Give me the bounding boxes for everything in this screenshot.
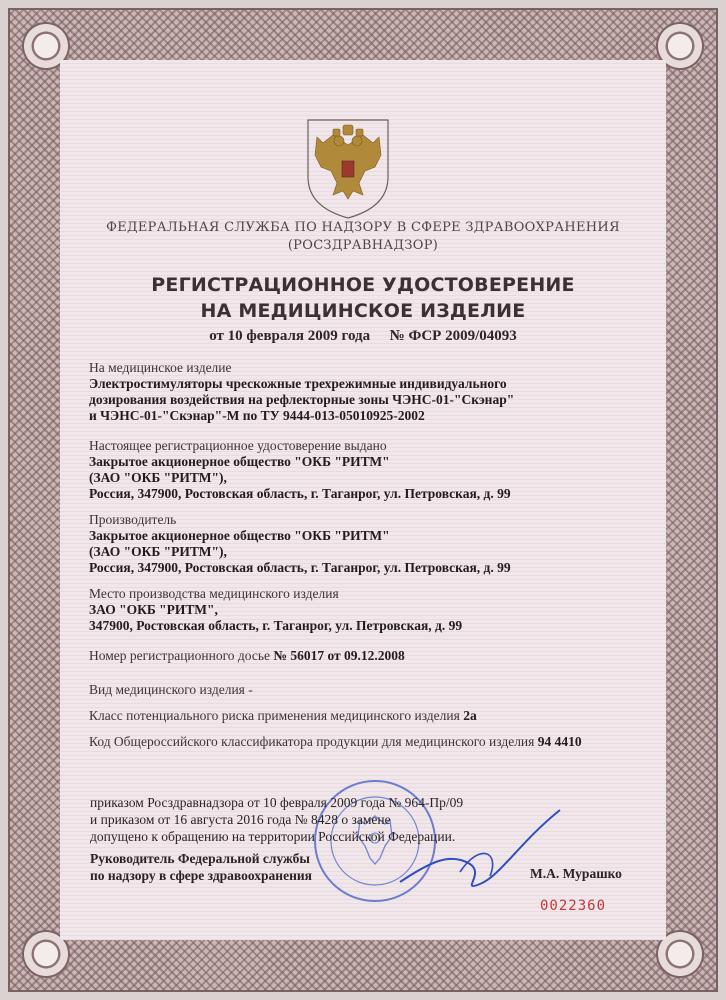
order-line: допущено к обращению на территории Российской Федерации. [90,829,456,844]
risk-class-value: 2а [463,708,477,723]
okp-code-row [89,734,649,750]
dossier-row [89,648,649,664]
device-type-label: Вид медицинского изделия - [89,682,253,697]
manufacturer-label: Производитель [89,512,177,527]
agency-abbreviation: (РОСЗДРАВНАДЗОР) [287,238,439,253]
issued-to-line: (ЗАО "ОКБ "РИТМ"), [89,470,227,485]
manufacturer-line: Россия, 347900, Ростовская область, г. Таганрог, ул. Петровская, д. 99 [89,560,511,575]
device-type-row [89,682,649,698]
document-title-line-1: РЕГИСТРАЦИОННОЕ УДОСТОВЕРЕНИЕ [151,274,575,296]
certificate-date: от 10 февраля 2009 года [209,328,371,344]
production-site-line: ЗАО "ОКБ "РИТМ", [89,602,218,617]
order-line: и приказом от 16 августа 2016 года № 8428 о замене [90,812,391,827]
head-title-line: Руководитель Федеральной службы [90,851,310,866]
device-section [89,360,649,424]
manufacturer-section [89,512,649,576]
risk-class-row [89,708,649,724]
manufacturer-line: (ЗАО "ОКБ "РИТМ"), [89,544,227,559]
agency-name: ФЕДЕРАЛЬНАЯ СЛУЖБА ПО НАДЗОРУ В СФЕРЕ ЗДРАВООХРАНЕНИЯ [106,220,620,235]
issued-to-line: Закрытое акционерное общество "ОКБ "РИТМ" [89,454,390,469]
device-line: Электростимуляторы чрескожные трехрежимные индивидуального [89,376,507,391]
device-line: дозирования воздействия на рефлекторные зоны ЧЭНС-01-"Скэнар" [89,392,515,407]
dossier-value: № 56017 от 09.12.2008 [273,648,405,663]
head-title-line: по надзору в сфере здравоохранения [90,868,312,883]
production-site-section [89,586,649,634]
risk-class-label: Класс потенциального риска применения медицинского изделия [89,708,460,723]
document-title-line-2: НА МЕДИЦИНСКОЕ ИЗДЕЛИЕ [200,300,526,322]
issued-to-line: Россия, 347900, Ростовская область, г. Таганрог, ул. Петровская, д. 99 [89,486,511,501]
device-label: На медицинское изделие [89,360,232,375]
issued-to-section [89,438,649,502]
serial-number: 0022360 [540,898,607,914]
production-site-line: 347900, Ростовская область, г. Таганрог, ул. Петровская, д. 99 [89,618,463,633]
order-line: приказом Росздравнадзора от 10 февраля 2009 года № 964-Пр/09 [90,795,464,810]
signatory-name: М.А. Мурашко [530,866,622,881]
okp-code-value: 94 4410 [537,734,582,749]
okp-code-label: Код Общероссийского классификатора продукции для медицинского изделия [89,734,535,749]
certificate-panel [60,60,666,940]
certificate-number: № ФСР 2009/04093 [389,328,517,344]
device-line: и ЧЭНС-01-"Скэнар"-М по ТУ 9444-013-05010925-2002 [89,408,425,423]
head-title [90,850,350,884]
production-site-label: Место производства медицинского изделия [89,586,339,601]
manufacturer-line: Закрытое акционерное общество "ОКБ "РИТМ" [89,528,390,543]
certificate-date-number [60,328,666,345]
coat-of-arms-icon [303,115,393,221]
dossier-label: Номер регистрационного досье [89,648,271,663]
order-section [90,794,510,845]
issued-to-label: Настоящее регистрационное удостоверение выдано [89,438,387,453]
